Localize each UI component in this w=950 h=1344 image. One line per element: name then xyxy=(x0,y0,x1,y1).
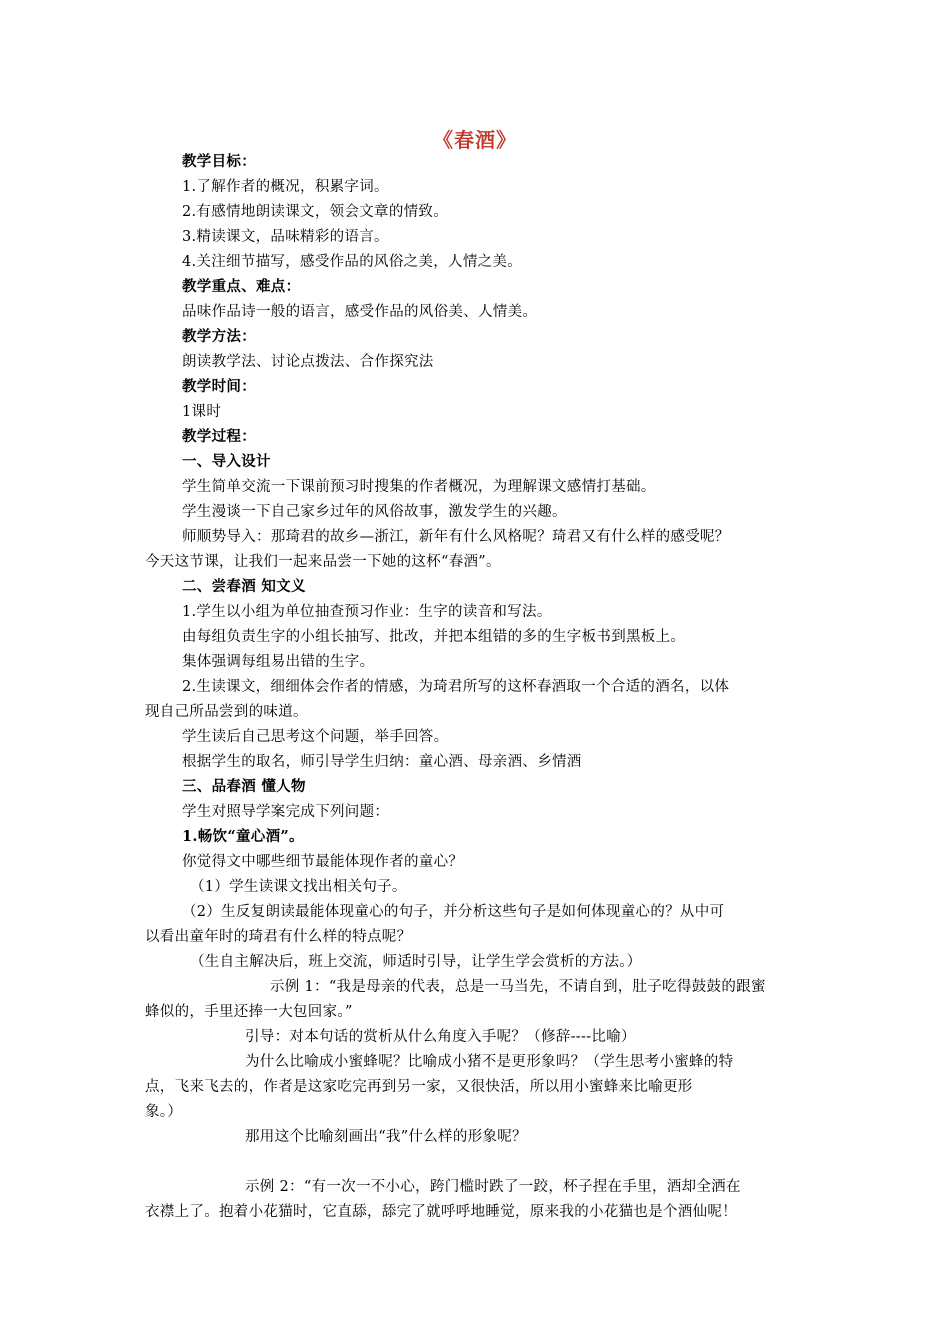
section-1-heading: 一、导入设计 xyxy=(182,453,271,470)
paragraph: 象。） xyxy=(145,1104,183,1120)
paragraph: （2）生反复朗读最能体现童心的句子，并分析这些句子是如何体现童心的？从中可 xyxy=(182,904,725,920)
objective-1: 1.了解作者的概况，积累字词。 xyxy=(182,179,389,195)
example-1-cont: 蜂似的，手里还捧一大包回家。” xyxy=(145,1004,353,1020)
paragraph: 2.生读课文，细细体会作者的情感，为琦君所写的这杯春酒取一个合适的酒名，以体 xyxy=(182,679,730,695)
example-2-cont: 衣襟上了。抱着小花猫时，它直舔，舔完了就呼呼地睡觉，原来我的小花猫也是个酒仙呢！ xyxy=(145,1204,737,1220)
paragraph: 学生漫谈一下自己家乡过年的风俗故事，激发学生的兴趣。 xyxy=(182,504,567,520)
paragraph: 学生简单交流一下课前预习时搜集的作者概况，为理解课文感情打基础。 xyxy=(182,479,656,495)
paragraph: 点，飞来飞去的，作者是这家吃完再到另一家，又很快活，所以用小蜜蜂来比喻更形 xyxy=(145,1079,693,1095)
paragraph: 由每组负责生字的小组长抽写、批改，并把本组错的多的生字板书到黑板上。 xyxy=(182,629,686,645)
key-points-text: 品味作品诗一般的语言，感受作品的风俗美、人情美。 xyxy=(182,304,538,320)
paragraph: 以看出童年时的琦君有什么样的特点呢？ xyxy=(145,929,412,945)
paragraph: 学生读后自己思考这个问题，举手回答。 xyxy=(182,729,449,745)
paragraph: （1）学生读课文找出相关句子。 xyxy=(190,879,407,895)
paragraph: 学生对照导学案完成下列问题： xyxy=(182,804,390,820)
methods-text: 朗读教学法、讨论点拨法、合作探究法 xyxy=(182,354,434,370)
objective-3: 3.精读课文，品味精彩的语言。 xyxy=(182,229,389,245)
subsection-heading: 1.畅饮“童心酒”。 xyxy=(182,828,304,845)
paragraph: 今天这节课，让我们一起来品尝一下她的这杯“春酒”。 xyxy=(145,554,501,570)
paragraph: 你觉得文中哪些细节最能体现作者的童心？ xyxy=(182,854,464,870)
heading-time: 教学时间： xyxy=(182,378,256,395)
paragraph: 1.学生以小组为单位抽查预习作业：生字的读音和写法。 xyxy=(182,604,552,620)
objective-4: 4.关注细节描写，感受作品的风俗之美，人情之美。 xyxy=(182,254,523,270)
time-text: 1课时 xyxy=(182,404,222,420)
paragraph: 现自己所品尝到的味道。 xyxy=(145,704,308,720)
objective-2: 2.有感情地朗读课文，领会文章的情致。 xyxy=(182,204,449,220)
section-3-heading: 三、品春酒 懂人物 xyxy=(182,778,306,795)
heading-objectives: 教学目标： xyxy=(182,153,256,170)
paragraph: 集体强调每组易出错的生字。 xyxy=(182,654,375,670)
document-title: 《春酒》 xyxy=(433,128,517,152)
paragraph: 根据学生的取名，师引导学生归纳：童心酒、母亲酒、乡情酒 xyxy=(182,754,582,770)
heading-key-points: 教学重点、难点： xyxy=(182,278,301,295)
heading-methods: 教学方法： xyxy=(182,328,256,345)
guidance: 引导：对本句话的赏析从什么角度入手呢？（修辞----比喻） xyxy=(245,1029,636,1045)
paragraph: （生自主解决后，班上交流，师适时引导，让学生学会赏析的方法。） xyxy=(190,954,642,970)
heading-process: 教学过程： xyxy=(182,428,256,445)
paragraph: 那用这个比喻刻画出“我”什么样的形象呢？ xyxy=(245,1129,527,1145)
example-1: 示例 1：“我是母亲的代表，总是一马当先，不请自到，肚子吃得鼓鼓的跟蜜 xyxy=(270,979,766,995)
paragraph: 为什么比喻成小蜜蜂呢？比喻成小猪不是更形象吗？（学生思考小蜜蜂的特 xyxy=(245,1054,734,1070)
section-2-heading: 二、尝春酒 知文义 xyxy=(182,578,306,595)
paragraph: 师顺势导入：那琦君的故乡—浙江，新年有什么风格呢？琦君又有什么样的感受呢？ xyxy=(182,529,730,545)
example-2: 示例 2：“有一次一不小心，跨门槛时跌了一跤，杯子捏在手里，酒却全洒在 xyxy=(245,1179,741,1195)
